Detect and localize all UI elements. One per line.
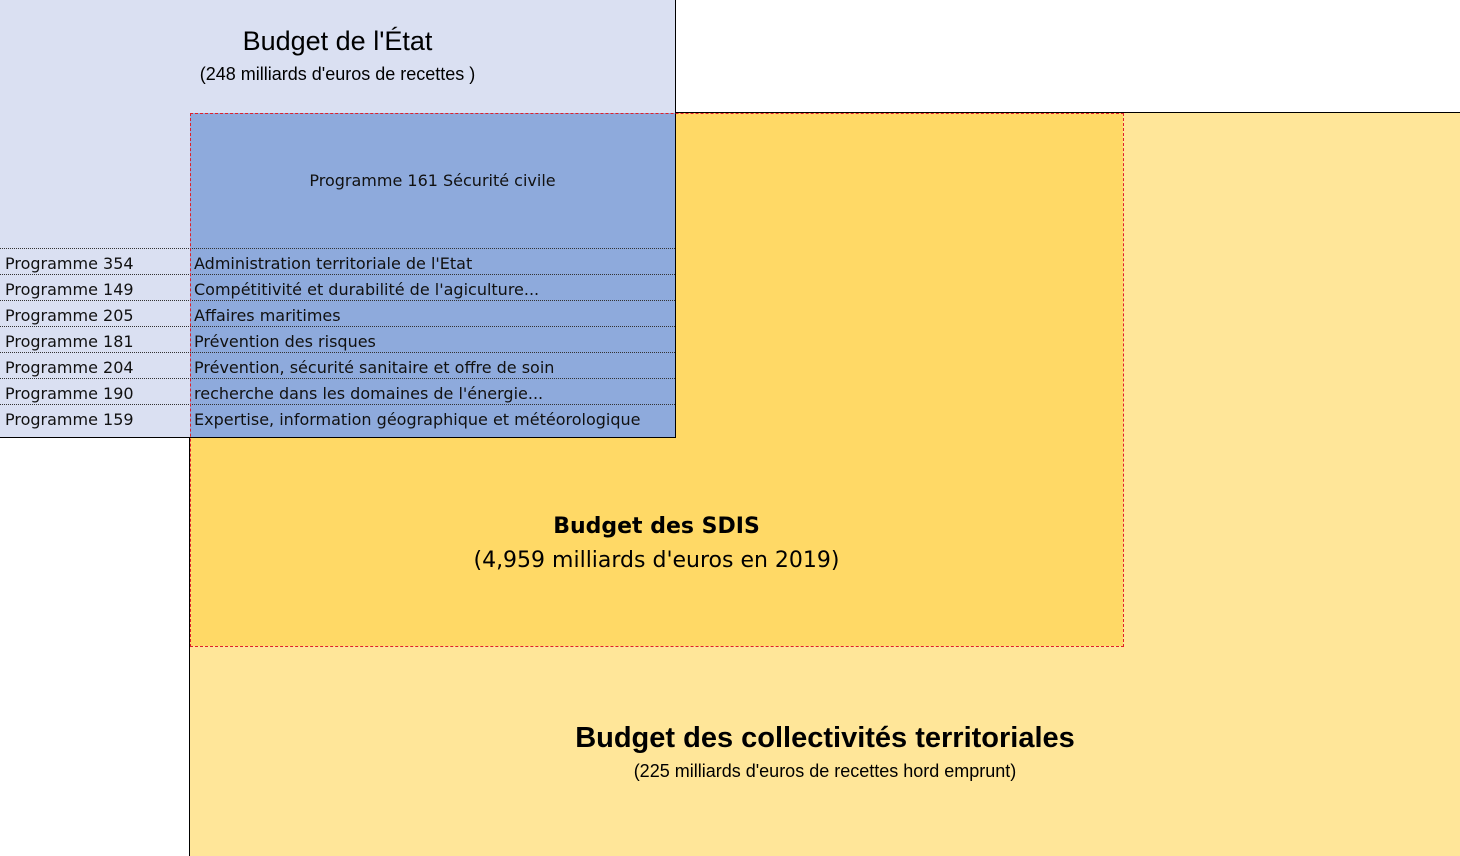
sdis-subtitle: (4,959 milliards d'euros en 2019) [473, 548, 840, 573]
program-number: Programme 149 [5, 280, 134, 299]
program-number: Programme 205 [5, 306, 134, 325]
programme-161-label: Programme 161 Sécurité civile [309, 171, 556, 190]
program-number: Programme 204 [5, 358, 134, 377]
program-label: Affaires maritimes [194, 306, 341, 325]
etat-subtitle: (248 milliards d'euros de recettes ) [199, 64, 476, 84]
etat-title: Budget de l'État [242, 26, 433, 56]
collectivites-subtitle: (225 milliards d'euros de recettes hord emprunt) [633, 761, 1017, 781]
program-label: Prévention, sécurité sanitaire et offre de soin [194, 358, 555, 377]
sdis-title: Budget des SDIS [553, 514, 760, 539]
program-label: Expertise, information géographique et météorologique [194, 410, 641, 429]
program-label: recherche dans les domaines de l'énergie... [194, 384, 544, 403]
program-number: Programme 181 [5, 332, 134, 351]
program-number: Programme 354 [5, 254, 134, 273]
program-number: Programme 159 [5, 410, 134, 429]
program-number: Programme 190 [5, 384, 134, 403]
program-label: Administration territoriale de l'Etat [194, 254, 473, 273]
program-label: Compétitivité et durabilité de l'agiculture... [194, 280, 540, 299]
program-label: Prévention des risques [194, 332, 376, 351]
collectivites-title: Budget des collectivités territoriales [575, 722, 1075, 754]
sdis-dashed-border [190, 113, 1124, 647]
